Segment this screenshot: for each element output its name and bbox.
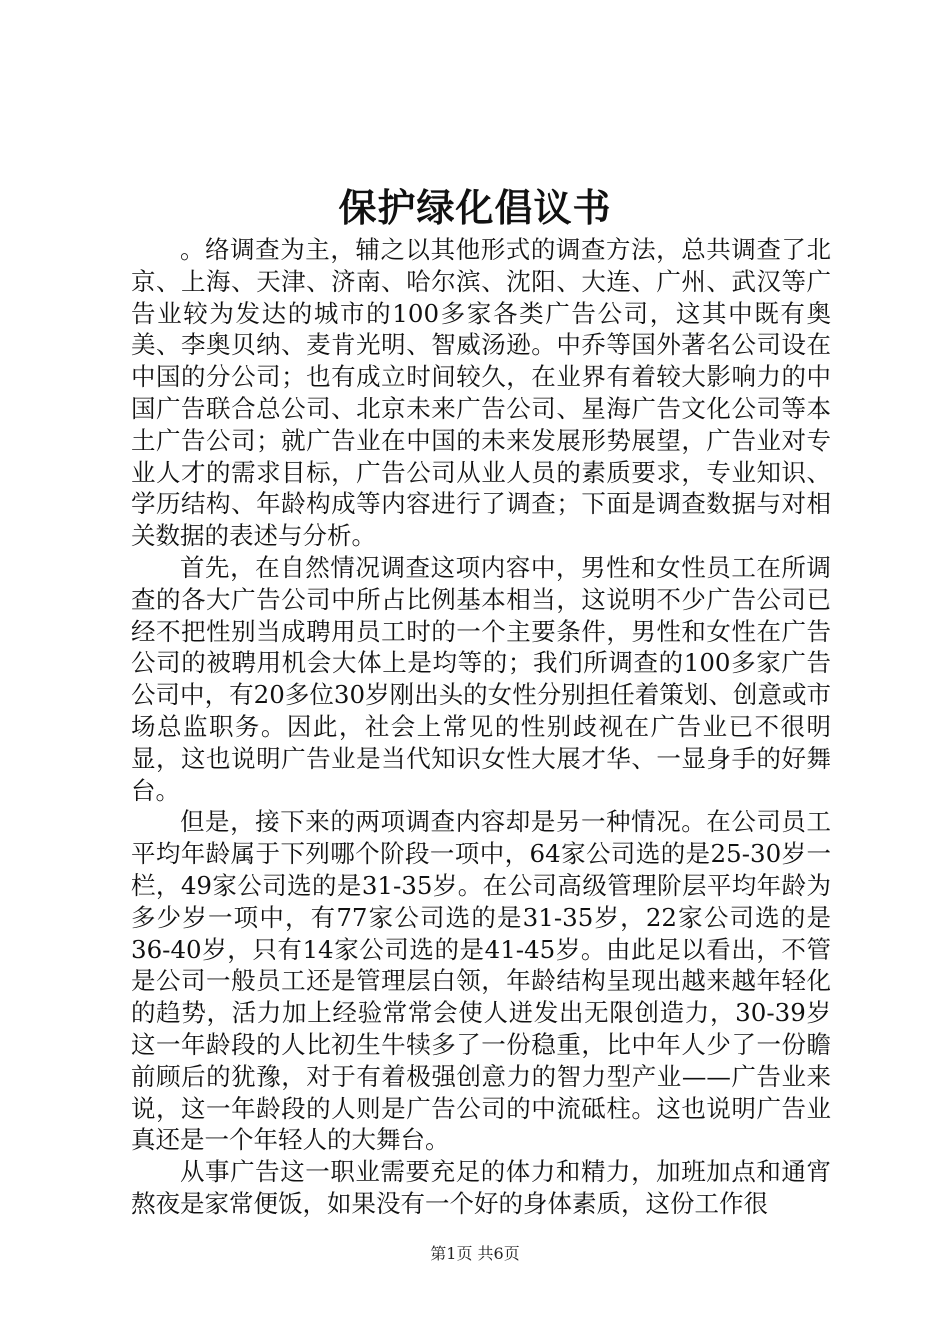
document-title: 保护绿化倡议书 — [338, 185, 612, 230]
paragraph: 首先，在自然情况调查这项内容中，男性和女性员工在所调查的各大广告公司中所占比例基本相当，这说明不少广告公司已经不把性别当成聘用员工时的一个主要条件，男性和女性在广告公司的被聘用机会大体上是均等的；我们所调查的100多家广告公司中，有20多位30岁刚出头的女性分别担任着策划、创意或市场总监职务。因此，社会上常见的性别歧视在广告业已不很明显，这也说明广告业是当代知识女性大展才华、一显身手的好舞台。 — [131, 552, 831, 805]
paragraph: 从事广告这一职业需要充足的体力和精力，加班加点和通宵熬夜是家常便饭，如果没有一个好的身体素质，这份工作很 — [131, 1157, 831, 1218]
paragraph: 。络调查为主，辅之以其他形式的调查方法，总共调查了北京、上海、天津、济南、哈尔滨、沈阳、大连、广州、武汉等广告业较为发达的城市的100多家各类广告公司，这其中既有奥美、李奥贝纳、麦肯光明、智威汤逊。中乔等国外著名公司设在中国的分公司；也有成立时间较久，在业界有着较大影响力的中国广告联合总公司、北京未来广告公司、星海广告文化公司等本土广告公司；就广告业在中国的未来发展形势展望，广告业对专业人才的需求目标，广告公司从业人员的素质要求，专业知识、学历结构、年龄构成等内容进行了调查；下面是调查数据与对相关数据的表述与分析。 — [131, 235, 831, 551]
paragraph: 但是，接下来的两项调查内容却是另一种情况。在公司员工平均年龄属于下列哪个阶段一项中，64家公司选的是25-30岁一栏，49家公司选的是31-35岁。在公司高级管理阶层平均年龄为多少岁一项中，有77家公司选的是31-35岁，22家公司选的是36-40岁，只有14家公司选的是41-45岁。由此足以看出，不管是公司一般员工还是管理层白领，年龄结构呈现出越来越年轻化的趋势，活力加上经验常常会使人迸发出无限创造力，30-39岁这一年龄段的人比初生牛犊多了一份稳重，比中年人少了一份瞻前顾后的犹豫，对于有着极强创意力的智力型产业——广告业来说，这一年龄段的人则是广告公司的中流砥柱。这也说明广告业真还是一个年轻人的大舞台。 — [131, 807, 831, 1155]
document-body — [131, 234, 831, 1220]
page-number-footer: 第1页 共6页 — [430, 1244, 520, 1263]
